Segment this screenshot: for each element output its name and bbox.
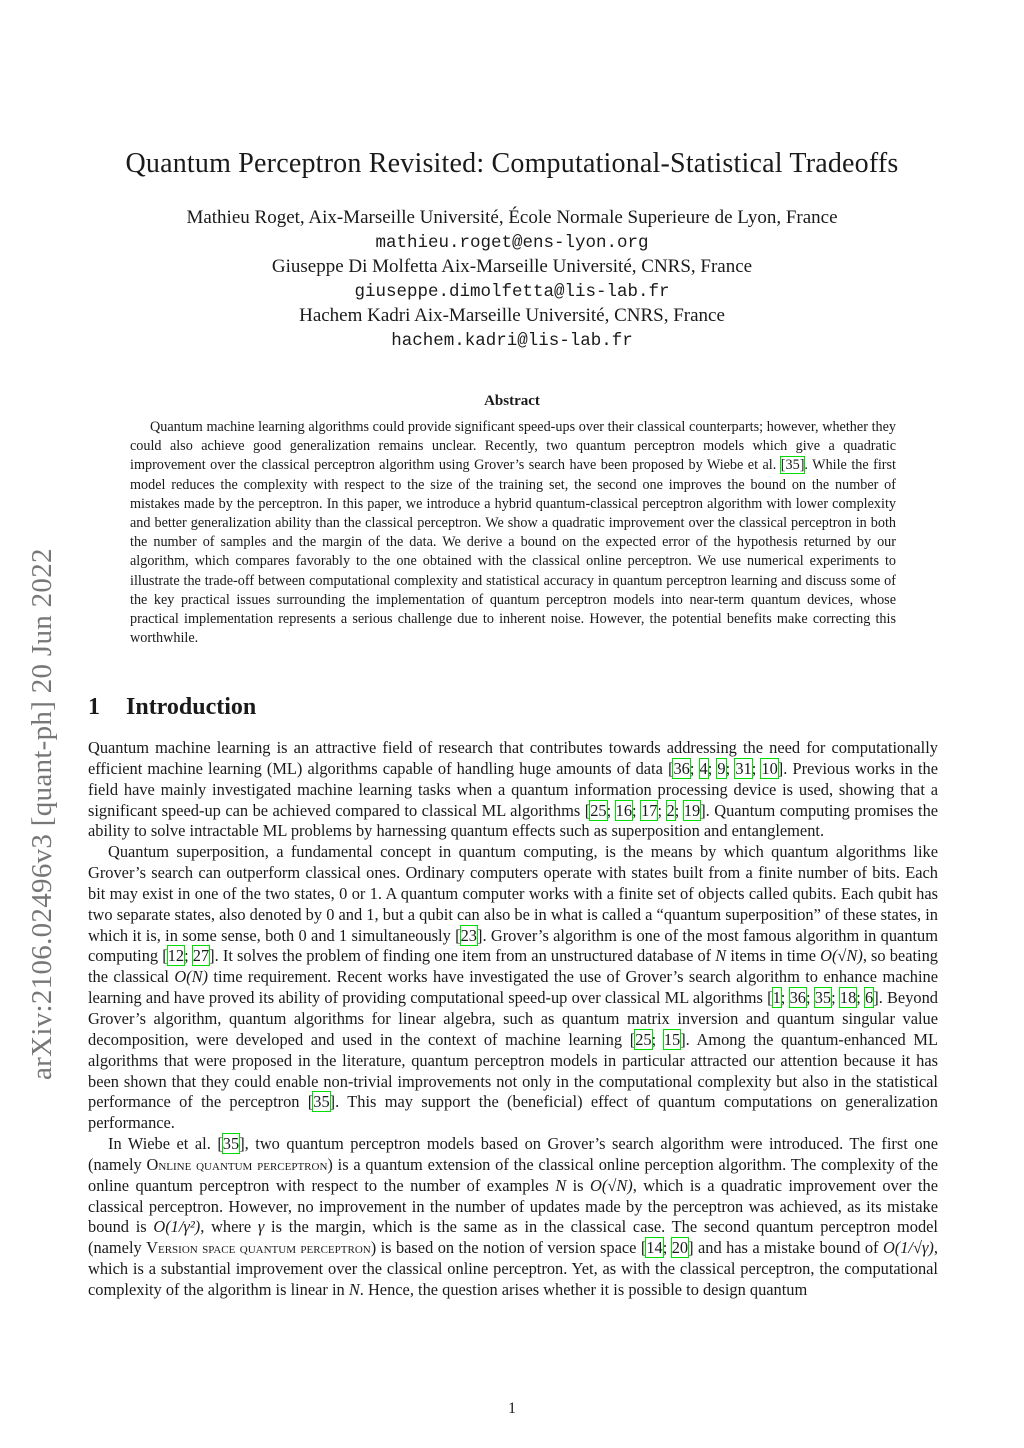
abstract-text <box>130 418 896 648</box>
paragraph <box>88 842 938 1134</box>
text-run: ) is based on the notion of version space [ <box>370 1238 647 1258</box>
text-run: ] and has a mistake bound of <box>688 1238 883 1258</box>
text-run: , so beating the classical <box>88 946 938 987</box>
text-run: ; <box>651 1029 664 1049</box>
abstract-text-part: Quantum machine learning algorithms could provide significant speed-ups over their classical counterparts; however, whether they could also achieve good generalization remains unclear. Recently, two quantum perceptron models which give a quadratic improvement over the classical perceptron algorithm using Grover’s search have been proposed by Wiebe et al. <box>130 419 896 474</box>
text-run: ; <box>805 988 815 1008</box>
text-run: , which is a substantial improvement over the classical online perceptron. Yet, as with the classical perceptron, the computational complexity of the algorithm is linear in <box>88 1238 939 1299</box>
section-title: Introduction <box>126 694 257 720</box>
citation-link[interactable]: 35 <box>814 988 832 1008</box>
paper-title: Quantum Perceptron Revisited: Computational-Statistical Tradeoffs <box>125 148 899 179</box>
text-run: items in time <box>726 946 821 966</box>
citation-link[interactable]: 10 <box>761 758 778 778</box>
citation-link[interactable]: 17 <box>641 800 658 820</box>
citation-link[interactable]: 9 <box>717 758 726 778</box>
citation-link[interactable]: 2 <box>666 800 675 820</box>
author-block <box>0 206 1024 353</box>
paragraph <box>88 1134 938 1301</box>
text-run: ]. Quantum computing promises the ability to solve intractable ML problems by harnessing quantum effects such as superposition and entanglement. <box>88 800 939 841</box>
author-email[interactable]: hachem.kadri@lis-lab.fr <box>391 330 633 351</box>
text-run: ]. Grover’s algorithm is one of the most famous algorithm in quantum computing [ <box>88 925 939 966</box>
algorithm-name: Version space quantum perceptron <box>146 1238 371 1258</box>
text-run: ]. This may support the (beneficial) effect of quantum computations on generalization performance. <box>88 1092 938 1133</box>
text-run: ; <box>632 800 642 820</box>
text-run: , which is a quadratic improvement over the classical perceptron. However, no improvement in the number of updates made by the perceptron was achieved, as its mistake bound is <box>88 1175 938 1237</box>
text-run: In Wiebe et al. [ <box>108 1134 223 1154</box>
text-run: ; <box>751 758 762 778</box>
text-run: ; <box>831 988 840 1008</box>
text-run: ; <box>184 946 193 966</box>
citation-link[interactable]: 6 <box>865 988 874 1008</box>
text-run: ], two quantum perceptron models based on Grover’s search algorithm were introduced. The first one (namely <box>88 1134 939 1174</box>
text-run: is the margin, which is the same as in the classical case. The second quantum perceptron model (namely <box>88 1217 938 1258</box>
section-heading <box>88 694 256 721</box>
math-expression: γ <box>257 1217 265 1237</box>
body-text <box>88 738 938 1301</box>
math-expression: O(1/√γ) <box>882 1238 934 1258</box>
page-number: 1 <box>508 1400 516 1417</box>
author-email[interactable]: mathieu.roget@ens-lyon.org <box>375 232 649 253</box>
text-run: ; <box>606 800 616 820</box>
author-email[interactable]: giuseppe.dimolfetta@lis-lab.fr <box>354 281 670 302</box>
section-number: 1 <box>88 694 100 720</box>
citation-link[interactable]: 16 <box>615 800 633 820</box>
text-run: Quantum superposition, a fundamental concept in quantum computing, is the means by which quantum algorithms like Grover’s search can outperform classical ones. Ordinary computers operate with states built from a finite number of bits. Each bit may exist in one of the two states, 0 or 1. A quantum computer works with a finite set of objects called qubits. Each qubit has two separate states, also denoted by 0 and 1, but a qubit can also be in what is called a “quantum superposition” of these states, in which it is, in some sense, both 0 and 1 simultaneously [ <box>88 842 938 945</box>
text-run: ; <box>780 988 790 1008</box>
citation-link[interactable]: 23 <box>460 925 477 945</box>
text-run: Quantum machine learning is an attractive field of research that contributes towards addressing the need for computationally efficient machine learning (ML) algorithms capable of handling huge amounts of data [ <box>88 738 938 778</box>
author-line: Hachem Kadri Aix-Marseille Université, CNRS, France <box>299 305 725 326</box>
citation-link[interactable]: 31 <box>735 758 752 778</box>
math-expression: N <box>348 1279 360 1299</box>
text-run: ; <box>674 800 684 820</box>
text-run: ]. It solves the problem of finding one item from an unstructured database of <box>209 946 716 966</box>
text-run: ]. Previous works in the field have mainly investigated machine learning tasks when a quantum information processing device is used, showing that a significant speed-up can be achieved compared to classical ML algorithms [ <box>88 758 939 820</box>
citation-link[interactable]: [35] <box>780 457 805 474</box>
arxiv-identifier: arXiv:2106.02496v3 [quant-ph] 20 Jun 2022 <box>26 548 58 1080</box>
math-expression: O(√N) <box>820 946 863 966</box>
citation-link[interactable]: 20 <box>671 1238 689 1258</box>
author-line: Mathieu Roget, Aix-Marseille Université, École Normale Superieure de Lyon, France <box>186 207 838 228</box>
text-run: time requirement. Recent works have investigated the use of Grover’s search algorithm to enhance machine learning and have proved its ability of providing computational speed-up over classical ML algorithms [ <box>88 967 938 1008</box>
citation-link[interactable]: 15 <box>663 1029 681 1049</box>
text-run: ; <box>856 988 866 1008</box>
text-run: ) is a quantum extension of the classical online perception algorithm. The complexity of the online quantum perceptron with respect to the number of examples <box>88 1154 938 1195</box>
citation-link[interactable]: 19 <box>683 800 701 820</box>
citation-link[interactable]: 27 <box>192 946 210 966</box>
math-expression: O(N) <box>174 967 209 987</box>
abstract-text-part: . While the first model reduces the complexity with respect to the size of the training set, the second one improves the bound on the number of mistakes made by the perceptron. In this paper, we introduce a hybrid quantum-classical perceptron algorithm with lower complexity and better generalization ability than the classical perceptron. We show a quadratic improvement over the classical perceptron in both the number of samples and the margin of the data. We derive a bound on the expected error of the hypothesis returned by our algorithm, which compares favorably to the one obtained with the classical online perceptron. We use numerical experiments to illustrate the trade-off between computational complexity and statistical accuracy in quantum perceptron learning and discuss some of the key practical issues surrounding the implementation of quantum perceptron models into near-term quantum devices, whose practical implementation represents a serious challenge due to inherent noise. However, the potential benefits make correcting this worthwhile. <box>130 457 896 647</box>
citation-link[interactable]: 14 <box>646 1238 663 1258</box>
text-run: ; <box>707 758 718 778</box>
citation-link[interactable]: 12 <box>167 946 185 966</box>
text-run: ]. Beyond Grover’s algorithm, quantum algorithms for linear algebra, such as quantum matrix inversion and quantum singular value decomposition, were developed and used in the context of machine learning [ <box>88 988 938 1049</box>
text-run: ; <box>657 800 667 820</box>
text-run: ; <box>725 758 736 778</box>
citation-link[interactable]: 4 <box>699 758 708 778</box>
text-run: ; <box>689 758 700 778</box>
citation-link[interactable]: 36 <box>789 988 806 1008</box>
text-run: , where <box>200 1217 258 1237</box>
citation-link[interactable]: 25 <box>590 800 607 820</box>
algorithm-name: Online quantum perceptron <box>146 1154 328 1174</box>
citation-link[interactable]: 35 <box>313 1092 330 1112</box>
citation-link[interactable]: 36 <box>673 758 690 778</box>
citation-link[interactable]: 35 <box>222 1134 240 1154</box>
citation-link[interactable]: 25 <box>635 1029 652 1049</box>
text-run: is <box>566 1175 591 1195</box>
text-run: ]. Among the quantum-enhanced ML algorithms that were proposed in the literature, quantum perceptron models in particular attracted our attention because it has been shown that they could enable non-trivial improvements not only in the computational complexity but also in the statistical performance of the perceptron [ <box>88 1029 938 1112</box>
text-run: . Hence, the question arises whether it is possible to design quantum <box>359 1279 808 1299</box>
citation-link[interactable]: 18 <box>839 988 857 1008</box>
text-run: ; <box>662 1238 672 1258</box>
math-expression: N <box>555 1175 567 1195</box>
author-line: Giuseppe Di Molfetta Aix-Marseille Université, CNRS, France <box>271 256 753 277</box>
abstract-heading: Abstract <box>484 393 540 409</box>
math-expression: O(1/γ²) <box>153 1217 201 1237</box>
citation-link[interactable]: 1 <box>772 988 781 1008</box>
math-expression: O(√N) <box>590 1175 633 1195</box>
math-expression: N <box>715 946 727 966</box>
paragraph <box>88 738 938 842</box>
